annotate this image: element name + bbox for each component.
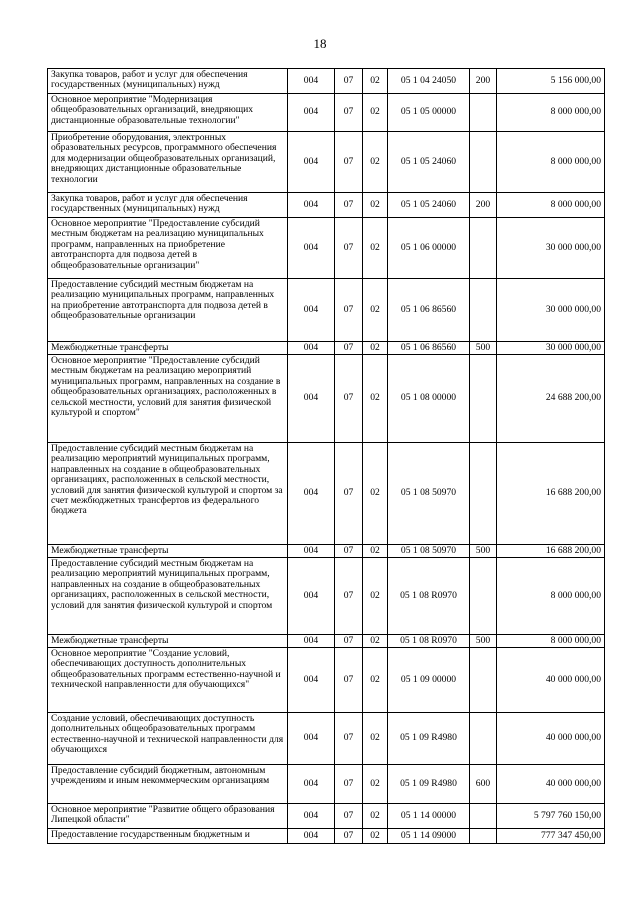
row-grbs: 004: [288, 648, 335, 713]
row-amount: 40 000 000,00: [497, 713, 605, 765]
row-amount: 8 000 000,00: [497, 132, 605, 193]
row-amount: 8 000 000,00: [497, 558, 605, 635]
row-amount: 40 000 000,00: [497, 765, 605, 804]
table-row: [48, 713, 605, 765]
row-name: Предоставление субсидий бюджетным, автономным учреждениям и иным некоммерческим организациям: [48, 765, 288, 804]
row-expense-type: [470, 558, 497, 635]
row-expense-type: [470, 648, 497, 713]
row-subsection: 02: [363, 829, 388, 844]
table-row: [48, 193, 605, 218]
row-section: 07: [335, 132, 363, 193]
row-amount: 40 000 000,00: [497, 648, 605, 713]
row-name: Закупка товаров, работ и услуг для обеспечения государственных (муниципальных) нужд: [48, 69, 288, 94]
row-subsection: 02: [363, 132, 388, 193]
row-target-article: 05 1 14 00000: [388, 804, 470, 829]
row-expense-type: 500: [470, 545, 497, 558]
row-subsection: 02: [363, 279, 388, 342]
row-section: 07: [335, 558, 363, 635]
row-section: 07: [335, 279, 363, 342]
table-row: [48, 218, 605, 279]
table-row: [48, 443, 605, 545]
row-section: 07: [335, 193, 363, 218]
row-target-article: 05 1 06 00000: [388, 218, 470, 279]
row-section: 07: [335, 69, 363, 94]
row-subsection: 02: [363, 94, 388, 132]
table-row: [48, 342, 605, 355]
row-target-article: 05 1 08 00000: [388, 355, 470, 443]
row-name: Основное мероприятие "Создание условий, обеспечивающих доступность дополнительных общеобразовательных программ естественно-научной и технической направленности для обучающихся": [48, 648, 288, 713]
row-target-article: 05 1 06 86560: [388, 279, 470, 342]
row-grbs: 004: [288, 132, 335, 193]
row-subsection: 02: [363, 443, 388, 545]
row-section: 07: [335, 648, 363, 713]
row-subsection: 02: [363, 713, 388, 765]
table-row: [48, 635, 605, 648]
row-expense-type: [470, 804, 497, 829]
row-name: Основное мероприятие "Развитие общего образования Липецкой области": [48, 804, 288, 829]
table-row: [48, 69, 605, 94]
row-expense-type: [470, 829, 497, 844]
row-grbs: 004: [288, 355, 335, 443]
row-amount: 5 797 760 150,00: [497, 804, 605, 829]
row-target-article: 05 1 05 00000: [388, 94, 470, 132]
row-section: 07: [335, 443, 363, 545]
table-row: [48, 765, 605, 804]
row-expense-type: [470, 443, 497, 545]
row-name: Межбюджетные трансферты: [48, 635, 288, 648]
row-expense-type: 200: [470, 69, 497, 94]
table-row: [48, 355, 605, 443]
row-amount: 777 347 450,00: [497, 829, 605, 844]
budget-table: [47, 68, 605, 844]
row-amount: 16 688 200,00: [497, 545, 605, 558]
row-target-article: 05 1 04 24050: [388, 69, 470, 94]
row-grbs: 004: [288, 765, 335, 804]
row-section: 07: [335, 342, 363, 355]
row-subsection: 02: [363, 558, 388, 635]
row-grbs: 004: [288, 193, 335, 218]
row-grbs: 004: [288, 804, 335, 829]
row-section: 07: [335, 355, 363, 443]
row-expense-type: [470, 713, 497, 765]
row-name: Межбюджетные трансферты: [48, 545, 288, 558]
row-subsection: 02: [363, 218, 388, 279]
row-grbs: 004: [288, 713, 335, 765]
row-expense-type: [470, 279, 497, 342]
row-name: Основное мероприятие "Предоставление субсидий местным бюджетам на реализацию муниципальных программ, направленных на приобретение автотранспорта для подвоза детей в общеобразовательные организации": [48, 218, 288, 279]
row-grbs: 004: [288, 94, 335, 132]
row-section: 07: [335, 218, 363, 279]
row-subsection: 02: [363, 648, 388, 713]
row-name: Закупка товаров, работ и услуг для обеспечения государственных (муниципальных) нужд: [48, 193, 288, 218]
row-subsection: 02: [363, 765, 388, 804]
row-amount: 8 000 000,00: [497, 193, 605, 218]
row-amount: 16 688 200,00: [497, 443, 605, 545]
row-expense-type: [470, 94, 497, 132]
row-name: Основное мероприятие "Модернизация общеобразовательных организаций, внедряющих дистанционные образовательные технологии": [48, 94, 288, 132]
row-subsection: 02: [363, 635, 388, 648]
table-row: [48, 558, 605, 635]
row-amount: 8 000 000,00: [497, 94, 605, 132]
row-target-article: 05 1 08 R0970: [388, 558, 470, 635]
row-section: 07: [335, 765, 363, 804]
row-subsection: 02: [363, 342, 388, 355]
row-section: 07: [335, 829, 363, 844]
row-name: Основное мероприятие "Предоставление субсидий местным бюджетам на реализацию мероприятий муниципальных программ, направленных на создание в общеобразовательных организациях, расположенных в сельской местности, условий для занятия физической культурой и спортом": [48, 355, 288, 443]
row-expense-type: 200: [470, 193, 497, 218]
row-target-article: 05 1 09 R4980: [388, 713, 470, 765]
row-subsection: 02: [363, 193, 388, 218]
row-grbs: 004: [288, 635, 335, 648]
row-target-article: 05 1 09 00000: [388, 648, 470, 713]
row-grbs: 004: [288, 545, 335, 558]
row-name: Создание условий, обеспечивающих доступность дополнительных общеобразовательных программ естественно-научной и технической направленности для обучающихся: [48, 713, 288, 765]
row-target-article: 05 1 05 24060: [388, 193, 470, 218]
table-row: [48, 545, 605, 558]
row-grbs: 004: [288, 218, 335, 279]
row-section: 07: [335, 94, 363, 132]
row-subsection: 02: [363, 545, 388, 558]
table-row: [48, 279, 605, 342]
row-grbs: 004: [288, 829, 335, 844]
row-expense-type: [470, 132, 497, 193]
row-target-article: 05 1 14 09000: [388, 829, 470, 844]
row-grbs: 004: [288, 342, 335, 355]
row-section: 07: [335, 635, 363, 648]
row-expense-type: 500: [470, 342, 497, 355]
row-subsection: 02: [363, 69, 388, 94]
row-amount: 30 000 000,00: [497, 218, 605, 279]
row-name: Предоставление государственным бюджетным и: [48, 829, 288, 844]
table-row: [48, 804, 605, 829]
row-name: Предоставление субсидий местным бюджетам на реализацию мероприятий муниципальных программ, направленных на создание в общеобразовательных организациях, расположенных в сельской местности, условий для занятия физической культурой и спортом: [48, 558, 288, 635]
table-row: [48, 829, 605, 844]
row-amount: 5 156 000,00: [497, 69, 605, 94]
row-name: Предоставление субсидий местным бюджетам на реализацию муниципальных программ, направленных на приобретение автотранспорта для подвоза детей в общеобразовательные организации: [48, 279, 288, 342]
row-grbs: 004: [288, 443, 335, 545]
row-amount: 8 000 000,00: [497, 635, 605, 648]
row-grbs: 004: [288, 558, 335, 635]
row-section: 07: [335, 545, 363, 558]
row-grbs: 004: [288, 69, 335, 94]
row-section: 07: [335, 713, 363, 765]
row-subsection: 02: [363, 355, 388, 443]
row-amount: 30 000 000,00: [497, 342, 605, 355]
row-name: Приобретение оборудования, электронных образовательных ресурсов, программного обеспечения для модернизации общеобразовательных организаций, внедряющих дистанционные образовательные технологии: [48, 132, 288, 193]
row-expense-type: 600: [470, 765, 497, 804]
row-grbs: 004: [288, 279, 335, 342]
row-target-article: 05 1 09 R4980: [388, 765, 470, 804]
page-number: 18: [313, 36, 327, 51]
table-row: [48, 94, 605, 132]
row-target-article: 05 1 08 50970: [388, 443, 470, 545]
row-target-article: 05 1 08 R0970: [388, 635, 470, 648]
row-expense-type: [470, 355, 497, 443]
row-target-article: 05 1 05 24060: [388, 132, 470, 193]
row-amount: 24 688 200,00: [497, 355, 605, 443]
row-amount: 30 000 000,00: [497, 279, 605, 342]
row-expense-type: [470, 218, 497, 279]
row-target-article: 05 1 08 50970: [388, 545, 470, 558]
row-section: 07: [335, 804, 363, 829]
row-name: Предоставление субсидий местным бюджетам на реализацию мероприятий муниципальных программ, направленных на создание в общеобразовательных организациях, расположенных в сельской местности, условий для занятия физической культурой и спортом за счет межбюджетных трансфертов из федерального бюджета: [48, 443, 288, 545]
table-row: [48, 132, 605, 193]
row-subsection: 02: [363, 804, 388, 829]
table-row: [48, 648, 605, 713]
row-name: Межбюджетные трансферты: [48, 342, 288, 355]
row-expense-type: 500: [470, 635, 497, 648]
row-target-article: 05 1 06 86560: [388, 342, 470, 355]
